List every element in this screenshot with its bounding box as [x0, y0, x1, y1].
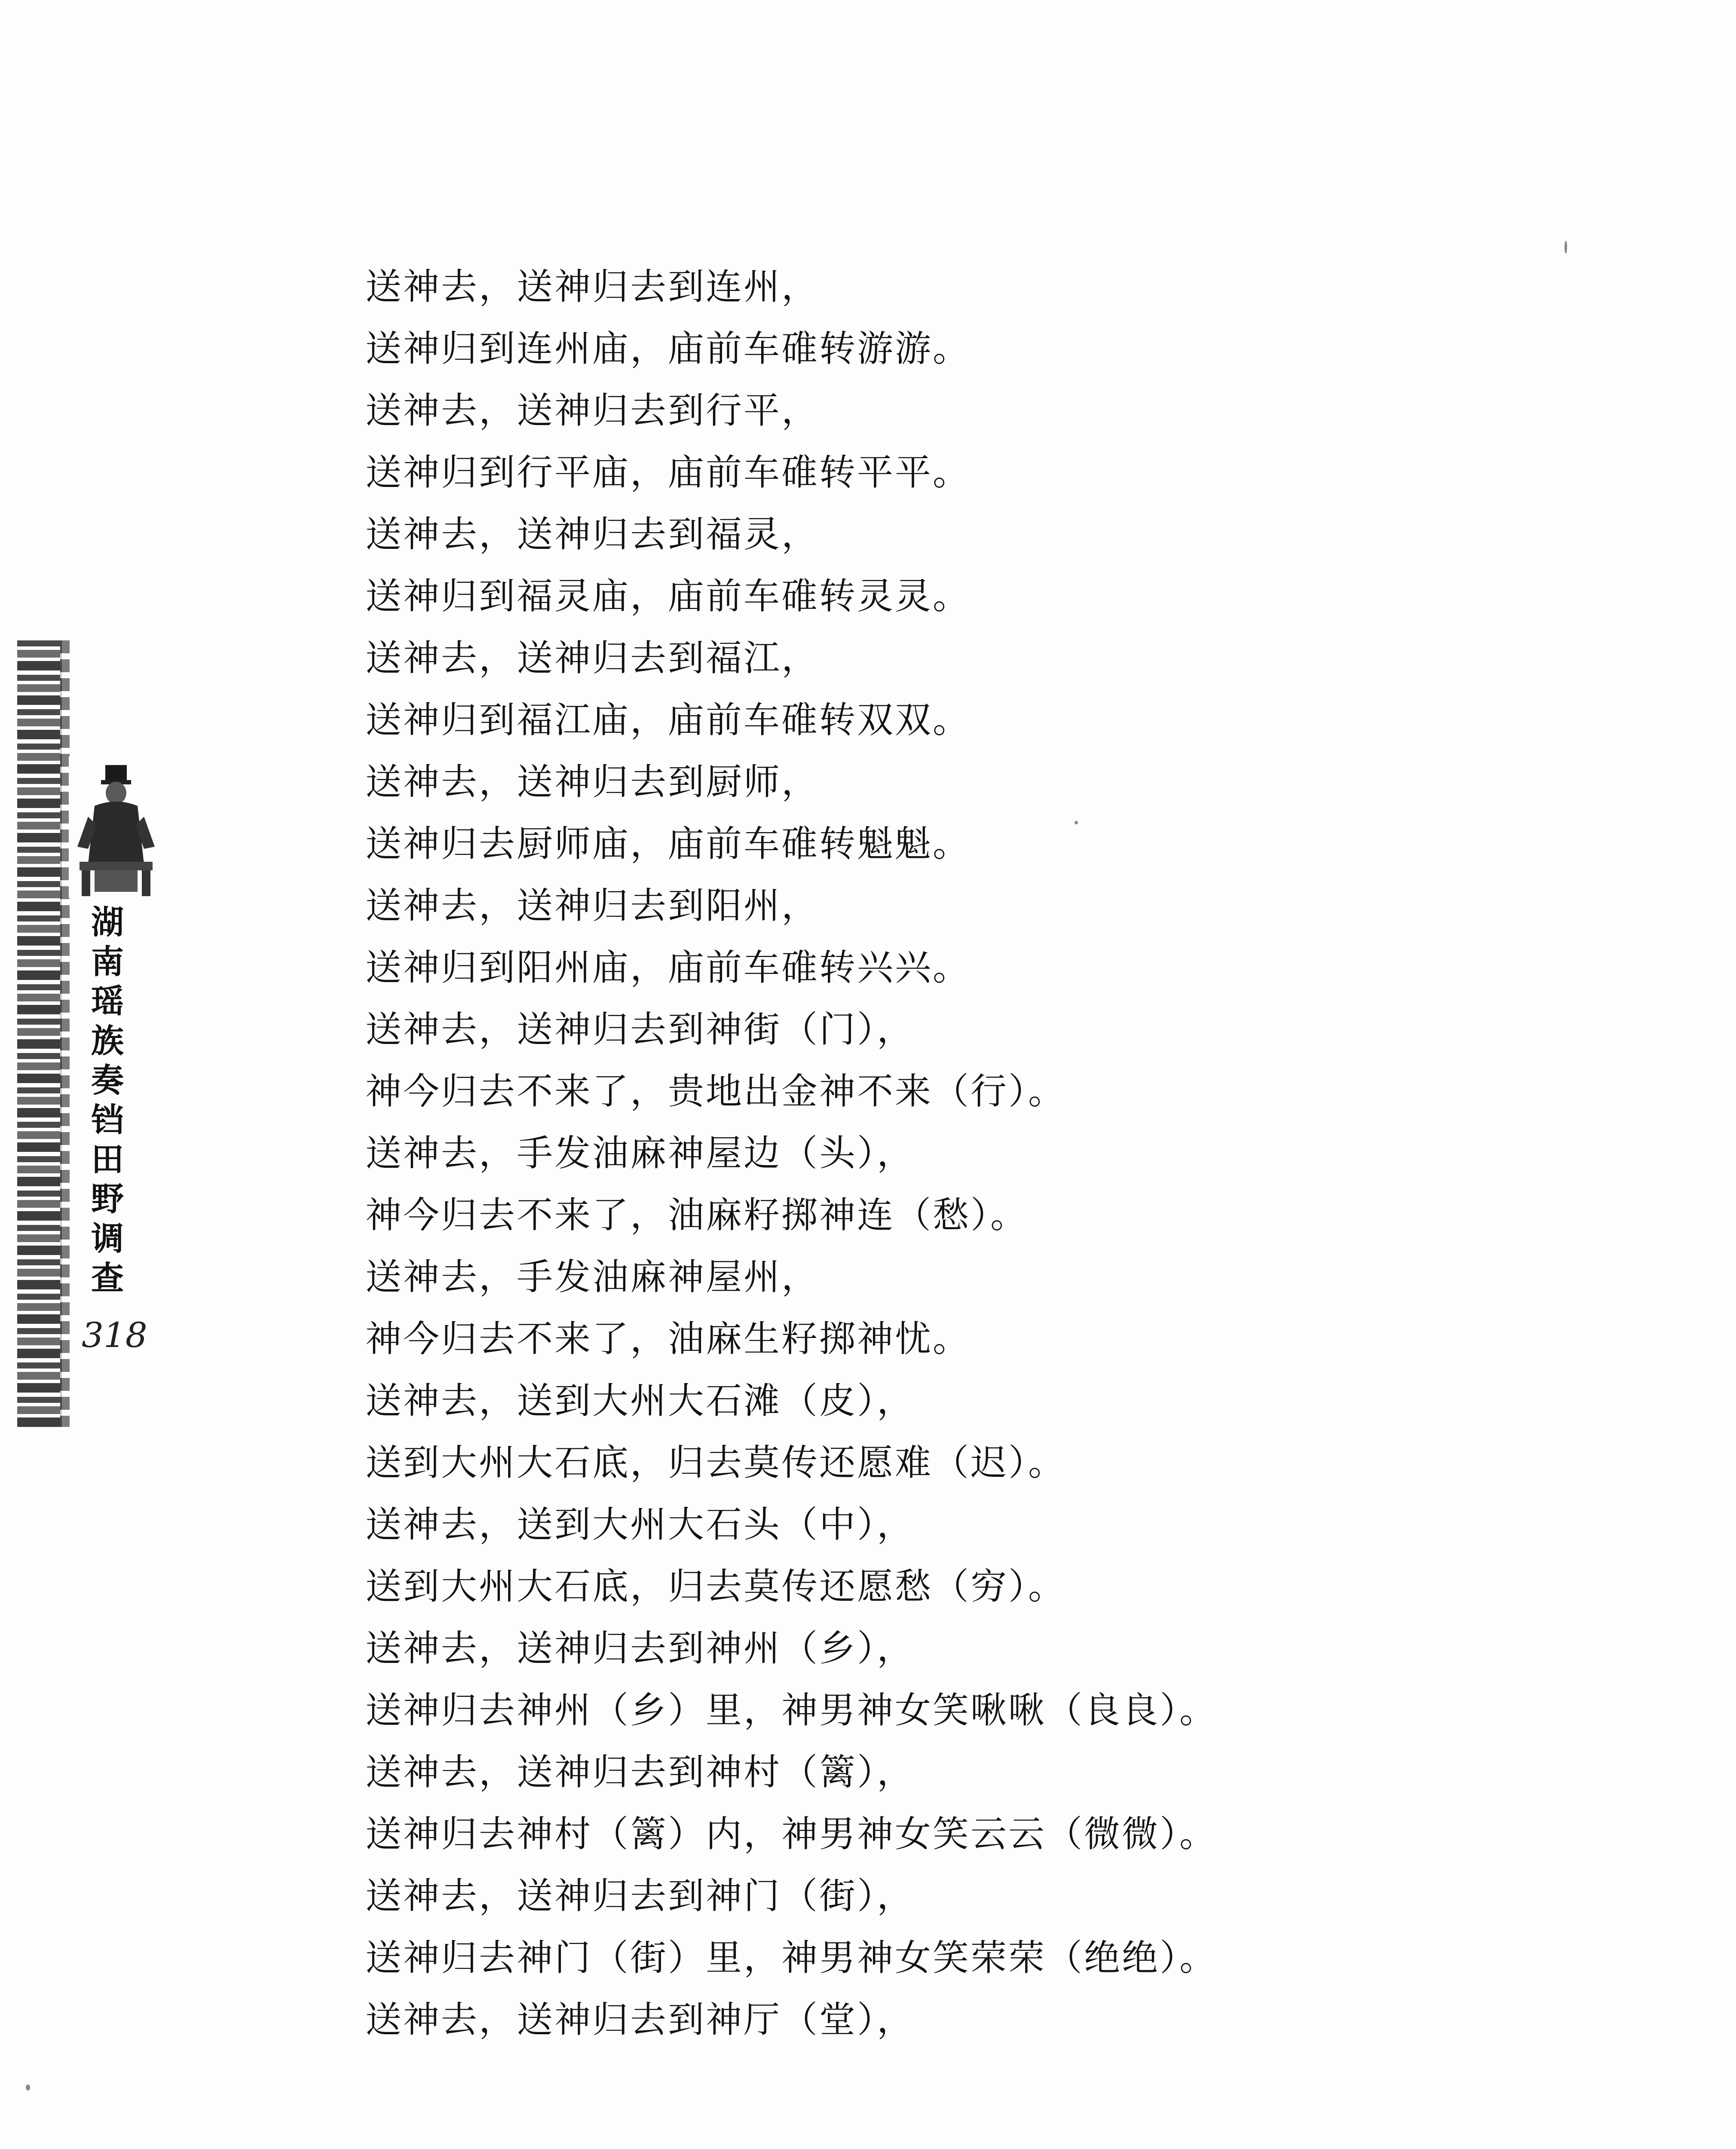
book-title-char: 野	[91, 1180, 124, 1218]
vertical-book-title	[88, 903, 127, 1298]
book-title-char: 田	[91, 1140, 124, 1179]
book-title-char: 调	[91, 1219, 124, 1258]
verse-line: 送神归到连州庙，庙前车碓转游游。	[365, 328, 971, 370]
verse-line: 送神去，送神归去到神州（乡），	[365, 1627, 915, 1669]
verse-line: 神今归去不来了，油麻生籽掷神忧。	[365, 1318, 971, 1360]
verse-line: 送神去，送神归去到阳州，	[365, 885, 820, 927]
book-title-char: 查	[91, 1259, 124, 1297]
verse-line: 送神归去厨师庙，庙前车碓转魁魁。	[365, 823, 971, 865]
verse-line: 送神去，送神归去到厨师，	[365, 761, 820, 803]
verse-line: 送神去，送神归去到福灵，	[365, 513, 820, 555]
page-number: 318	[82, 1315, 147, 1355]
verse-line: 送神去，送到大州大石滩（皮），	[365, 1380, 915, 1422]
seated-figure-icon	[69, 756, 163, 898]
verse-line: 送神去，送神归去到神村（篱），	[365, 1751, 915, 1793]
verse-line: 送神去，送神归去到连州，	[365, 266, 820, 308]
verse-line: 送神归到阳州庙，庙前车碓转兴兴。	[365, 946, 971, 989]
verse-line: 送神归去神州（乡）里，神男神女笑啾啾（良良）。	[365, 1689, 1218, 1731]
verse-text-body	[365, 256, 1655, 2051]
verse-line: 送神去，送神归去到神厅（堂），	[365, 1999, 915, 2041]
verse-line: 送神去，送到大州大石头（中），	[365, 1503, 915, 1546]
verse-line: 送神去，送神归去到神街（门），	[365, 1008, 915, 1050]
book-title-char: 湖	[91, 903, 124, 941]
book-title-char: 瑶	[91, 982, 124, 1020]
scan-speck	[1565, 241, 1567, 254]
verse-line: 送神去，手发油麻神屋边（头），	[365, 1132, 915, 1174]
verse-line: 送神去，送神归去到福江，	[365, 637, 820, 679]
verse-line: 送到大州大石底，归去莫传还愿愁（穷）。	[365, 1565, 1066, 1607]
verse-line: 送神去，送神归去到神门（街），	[365, 1875, 915, 1917]
verse-line: 神今归去不来了，贵地出金神不来（行）。	[365, 1070, 1066, 1112]
verse-line: 送神归去神村（篱）内，神男神女笑云云（微微）。	[365, 1813, 1218, 1855]
verse-line: 送神归到福灵庙，庙前车碓转灵灵。	[365, 575, 971, 617]
verse-line: 送神归到行平庙，庙前车碓转平平。	[365, 451, 971, 493]
verse-line: 送到大州大石底，归去莫传还愿难（迟）。	[365, 1442, 1066, 1484]
verse-line: 神今归去不来了，油麻籽掷神连（愁）。	[365, 1194, 1029, 1236]
verse-line: 送神归到福江庙，庙前车碓转双双。	[365, 699, 971, 741]
scan-speck	[1075, 821, 1078, 824]
decorative-side-border	[17, 640, 62, 1427]
book-title-char: 奏	[91, 1061, 124, 1099]
verse-line: 送神去，手发油麻神屋州，	[365, 1256, 820, 1298]
verse-line: 送神归去神门（街）里，神男神女笑荣荣（绝绝）。	[365, 1937, 1218, 1979]
scan-speck	[26, 2085, 30, 2091]
book-title-char: 南	[91, 943, 124, 981]
book-title-char: 铛	[91, 1101, 124, 1139]
decorative-border-edge	[60, 640, 70, 1427]
verse-line: 送神去，送神归去到行平，	[365, 389, 820, 432]
book-title-char: 族	[91, 1022, 124, 1060]
